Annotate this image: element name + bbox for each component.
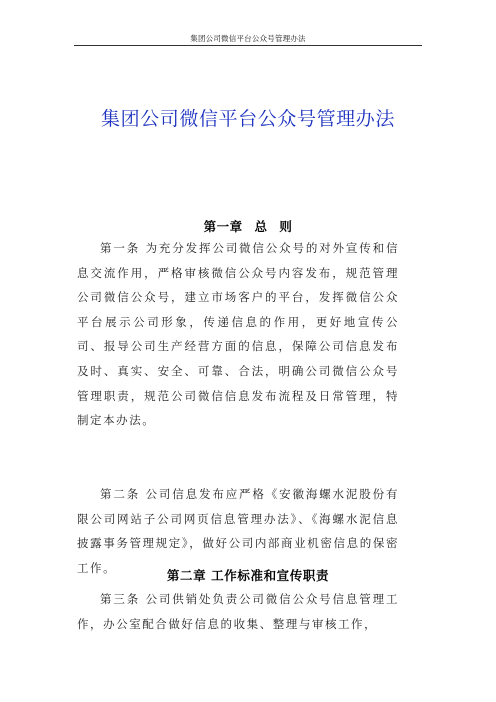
chapter-heading-2: 第二章 工作标准和宣传职责: [166, 568, 330, 583]
header-divider: [74, 45, 422, 46]
chapter-heading-1: 第一章 总 则: [203, 219, 293, 234]
article-1-paragraph: 第一条 为充分发挥公司微信公众号的对外宣传和信息交流作用，严格审核微信公众号内容发布，规范管理公司微信公众号，建立市场客户的平台，发挥微信公众平台展示公司形象，传递信息的作用，更好地宣传公司、报导公司生产经营方面的信息，保障公司信息发布及时、真实、安全、可靠、合法，明确公司微信公众号管理职责，规范公司微信信息发布流程及日常管理，特制定本办法。: [77, 241, 399, 428]
running-header: 集团公司微信平台公众号管理办法: [190, 34, 306, 43]
document-title: 集团公司微信平台公众号管理办法: [100, 108, 395, 130]
article-3-paragraph: 第三条 公司供销处负责公司微信公众号信息管理工作，办公室配合做好信息的收集、整理与审核工作，: [77, 592, 399, 631]
article-2-paragraph: 第二条 公司信息发布应严格《安徽海螺水泥股份有限公司网站子公司网页信息管理办法》、《海螺水泥信息披露事务管理规定》，做好公司内部商业机密信息的保密工作。: [77, 487, 399, 575]
